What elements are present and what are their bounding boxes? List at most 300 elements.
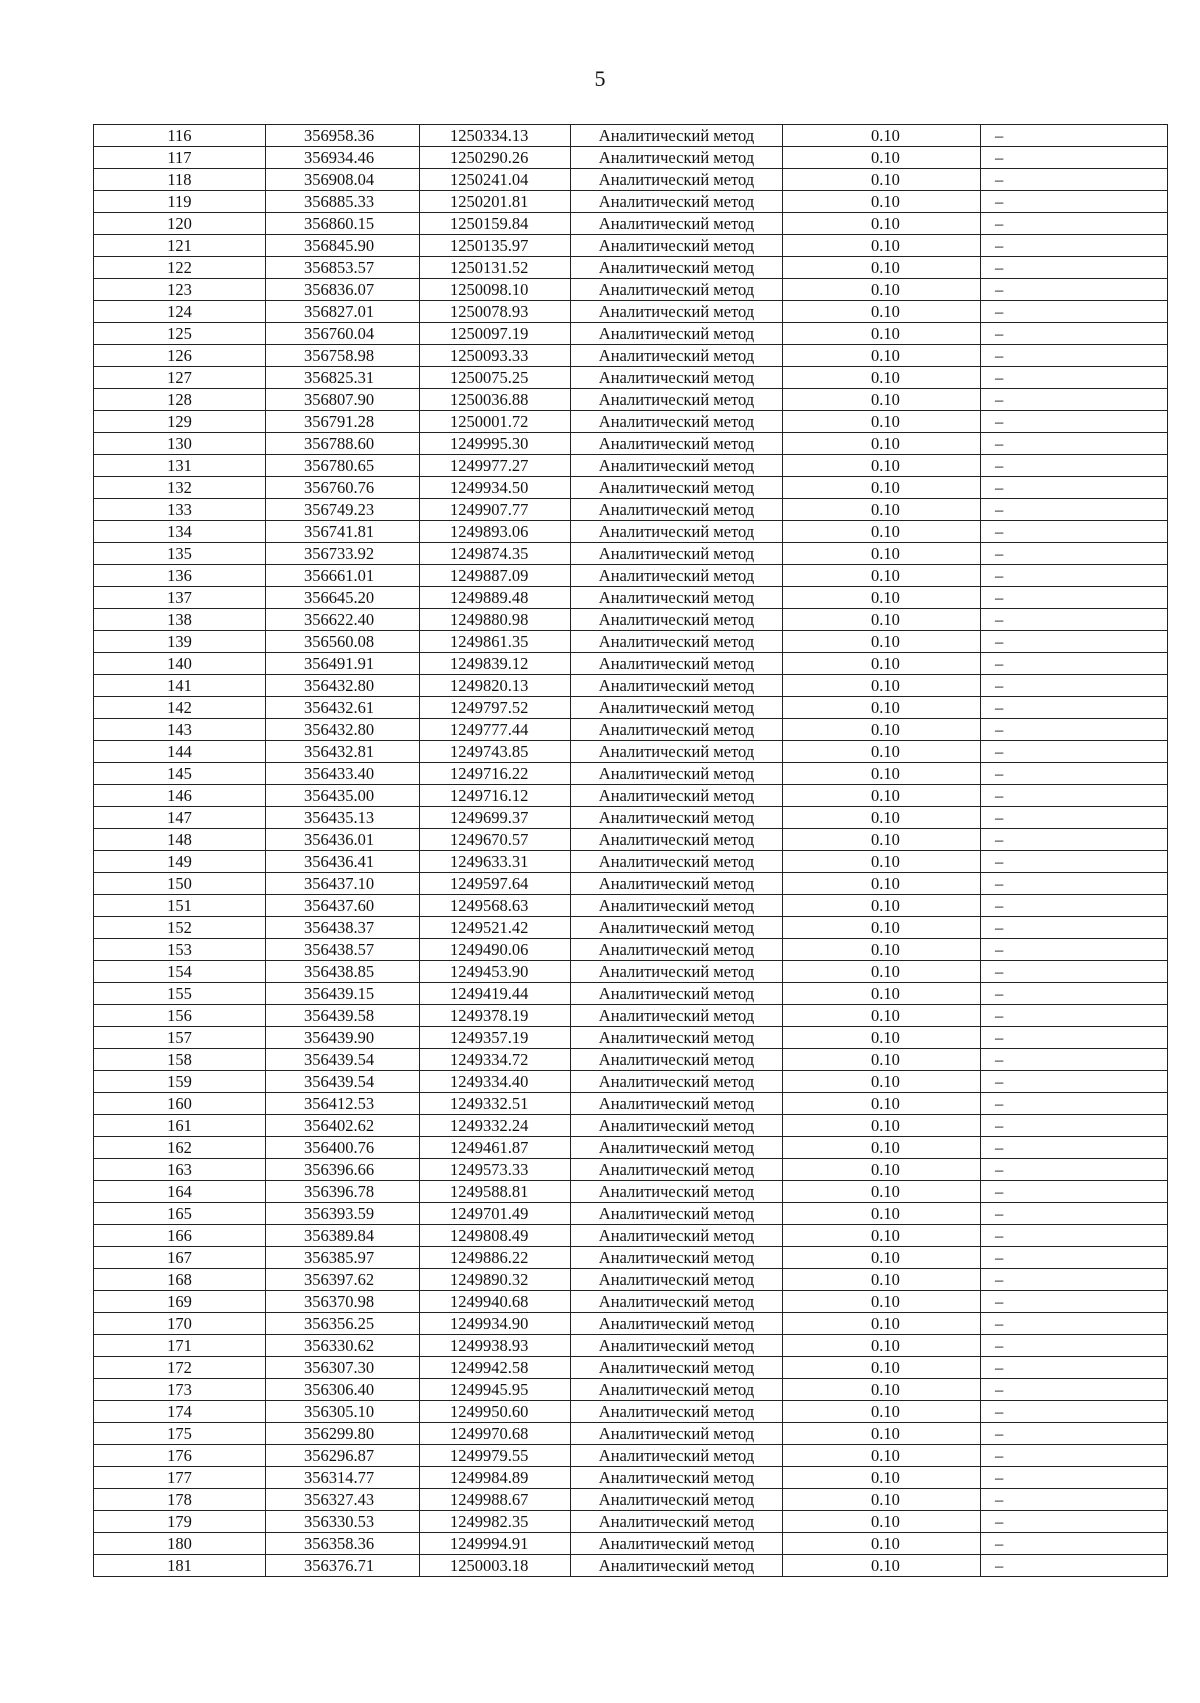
x-coordinate-cell: 356356.25	[266, 1313, 420, 1335]
description-cell: –	[981, 1533, 1168, 1555]
x-coordinate-cell: 356758.98	[266, 345, 420, 367]
accuracy-cell: 0.10	[783, 653, 981, 675]
x-coordinate-cell: 356760.04	[266, 323, 420, 345]
method-cell: Аналитический метод	[571, 257, 783, 279]
point-number-cell: 181	[94, 1555, 266, 1577]
table-row	[94, 125, 1168, 147]
point-number-cell: 171	[94, 1335, 266, 1357]
x-coordinate-cell: 356397.62	[266, 1269, 420, 1291]
table-row	[94, 147, 1168, 169]
x-coordinate-cell: 356853.57	[266, 257, 420, 279]
table-row	[94, 1005, 1168, 1027]
coordinates-table-body	[94, 125, 1168, 1577]
method-cell: Аналитический метод	[571, 1071, 783, 1093]
x-coordinate-cell: 356560.08	[266, 631, 420, 653]
x-coordinate-cell: 356436.41	[266, 851, 420, 873]
table-row	[94, 521, 1168, 543]
description-cell: –	[981, 1467, 1168, 1489]
point-number-cell: 146	[94, 785, 266, 807]
accuracy-cell: 0.10	[783, 1093, 981, 1115]
accuracy-cell: 0.10	[783, 829, 981, 851]
method-cell: Аналитический метод	[571, 367, 783, 389]
point-number-cell: 180	[94, 1533, 266, 1555]
table-row	[94, 543, 1168, 565]
x-coordinate-cell: 356358.36	[266, 1533, 420, 1555]
point-number-cell: 137	[94, 587, 266, 609]
accuracy-cell: 0.10	[783, 917, 981, 939]
table-row	[94, 1335, 1168, 1357]
point-number-cell: 148	[94, 829, 266, 851]
accuracy-cell: 0.10	[783, 1555, 981, 1577]
method-cell: Аналитический метод	[571, 961, 783, 983]
point-number-cell: 132	[94, 477, 266, 499]
accuracy-cell: 0.10	[783, 1401, 981, 1423]
description-cell: –	[981, 543, 1168, 565]
method-cell: Аналитический метод	[571, 323, 783, 345]
accuracy-cell: 0.10	[783, 961, 981, 983]
y-coordinate-cell: 1249419.44	[420, 983, 571, 1005]
accuracy-cell: 0.10	[783, 609, 981, 631]
y-coordinate-cell: 1250001.72	[420, 411, 571, 433]
accuracy-cell: 0.10	[783, 697, 981, 719]
method-cell: Аналитический метод	[571, 983, 783, 1005]
x-coordinate-cell: 356788.60	[266, 433, 420, 455]
table-row	[94, 1401, 1168, 1423]
y-coordinate-cell: 1249453.90	[420, 961, 571, 983]
point-number-cell: 136	[94, 565, 266, 587]
y-coordinate-cell: 1250290.26	[420, 147, 571, 169]
y-coordinate-cell: 1249970.68	[420, 1423, 571, 1445]
accuracy-cell: 0.10	[783, 169, 981, 191]
table-row	[94, 389, 1168, 411]
description-cell: –	[981, 1181, 1168, 1203]
table-row	[94, 499, 1168, 521]
method-cell: Аналитический метод	[571, 279, 783, 301]
description-cell: –	[981, 323, 1168, 345]
description-cell: –	[981, 873, 1168, 895]
accuracy-cell: 0.10	[783, 939, 981, 961]
point-number-cell: 138	[94, 609, 266, 631]
method-cell: Аналитический метод	[571, 235, 783, 257]
x-coordinate-cell: 356436.01	[266, 829, 420, 851]
x-coordinate-cell: 356741.81	[266, 521, 420, 543]
method-cell: Аналитический метод	[571, 543, 783, 565]
x-coordinate-cell: 356432.61	[266, 697, 420, 719]
table-row	[94, 587, 1168, 609]
method-cell: Аналитический метод	[571, 455, 783, 477]
accuracy-cell: 0.10	[783, 235, 981, 257]
method-cell: Аналитический метод	[571, 1533, 783, 1555]
y-coordinate-cell: 1249880.98	[420, 609, 571, 631]
description-cell: –	[981, 1379, 1168, 1401]
table-row	[94, 257, 1168, 279]
x-coordinate-cell: 356661.01	[266, 565, 420, 587]
accuracy-cell: 0.10	[783, 1533, 981, 1555]
table-row	[94, 675, 1168, 697]
table-row	[94, 235, 1168, 257]
point-number-cell: 140	[94, 653, 266, 675]
y-coordinate-cell: 1249743.85	[420, 741, 571, 763]
y-coordinate-cell: 1250097.19	[420, 323, 571, 345]
y-coordinate-cell: 1249887.09	[420, 565, 571, 587]
x-coordinate-cell: 356836.07	[266, 279, 420, 301]
y-coordinate-cell: 1249588.81	[420, 1181, 571, 1203]
point-number-cell: 174	[94, 1401, 266, 1423]
description-cell: –	[981, 389, 1168, 411]
y-coordinate-cell: 1249820.13	[420, 675, 571, 697]
point-number-cell: 172	[94, 1357, 266, 1379]
x-coordinate-cell: 356385.97	[266, 1247, 420, 1269]
description-cell: –	[981, 1423, 1168, 1445]
y-coordinate-cell: 1249573.33	[420, 1159, 571, 1181]
accuracy-cell: 0.10	[783, 301, 981, 323]
table-row	[94, 609, 1168, 631]
y-coordinate-cell: 1249808.49	[420, 1225, 571, 1247]
accuracy-cell: 0.10	[783, 719, 981, 741]
method-cell: Аналитический метод	[571, 1357, 783, 1379]
method-cell: Аналитический метод	[571, 741, 783, 763]
table-row	[94, 895, 1168, 917]
y-coordinate-cell: 1249332.51	[420, 1093, 571, 1115]
description-cell: –	[981, 235, 1168, 257]
accuracy-cell: 0.10	[783, 851, 981, 873]
y-coordinate-cell: 1249945.95	[420, 1379, 571, 1401]
y-coordinate-cell: 1250131.52	[420, 257, 571, 279]
x-coordinate-cell: 356432.80	[266, 675, 420, 697]
accuracy-cell: 0.10	[783, 147, 981, 169]
point-number-cell: 116	[94, 125, 266, 147]
accuracy-cell: 0.10	[783, 1225, 981, 1247]
description-cell: –	[981, 279, 1168, 301]
point-number-cell: 143	[94, 719, 266, 741]
point-number-cell: 135	[94, 543, 266, 565]
table-row	[94, 1291, 1168, 1313]
method-cell: Аналитический метод	[571, 1225, 783, 1247]
method-cell: Аналитический метод	[571, 1115, 783, 1137]
accuracy-cell: 0.10	[783, 1027, 981, 1049]
accuracy-cell: 0.10	[783, 807, 981, 829]
x-coordinate-cell: 356958.36	[266, 125, 420, 147]
y-coordinate-cell: 1249938.93	[420, 1335, 571, 1357]
y-coordinate-cell: 1249378.19	[420, 1005, 571, 1027]
x-coordinate-cell: 356432.80	[266, 719, 420, 741]
table-row	[94, 1445, 1168, 1467]
accuracy-cell: 0.10	[783, 1313, 981, 1335]
y-coordinate-cell: 1249889.48	[420, 587, 571, 609]
description-cell: –	[981, 125, 1168, 147]
point-number-cell: 169	[94, 1291, 266, 1313]
accuracy-cell: 0.10	[783, 785, 981, 807]
description-cell: –	[981, 477, 1168, 499]
accuracy-cell: 0.10	[783, 1291, 981, 1313]
accuracy-cell: 0.10	[783, 521, 981, 543]
point-number-cell: 168	[94, 1269, 266, 1291]
method-cell: Аналитический метод	[571, 895, 783, 917]
accuracy-cell: 0.10	[783, 191, 981, 213]
x-coordinate-cell: 356439.54	[266, 1071, 420, 1093]
y-coordinate-cell: 1250098.10	[420, 279, 571, 301]
point-number-cell: 157	[94, 1027, 266, 1049]
accuracy-cell: 0.10	[783, 1379, 981, 1401]
y-coordinate-cell: 1249334.72	[420, 1049, 571, 1071]
point-number-cell: 163	[94, 1159, 266, 1181]
accuracy-cell: 0.10	[783, 125, 981, 147]
x-coordinate-cell: 356307.30	[266, 1357, 420, 1379]
method-cell: Аналитический метод	[571, 1467, 783, 1489]
x-coordinate-cell: 356934.46	[266, 147, 420, 169]
accuracy-cell: 0.10	[783, 1137, 981, 1159]
point-number-cell: 130	[94, 433, 266, 455]
description-cell: –	[981, 631, 1168, 653]
x-coordinate-cell: 356439.58	[266, 1005, 420, 1027]
x-coordinate-cell: 356432.81	[266, 741, 420, 763]
table-row	[94, 1027, 1168, 1049]
table-row	[94, 213, 1168, 235]
method-cell: Аналитический метод	[571, 1511, 783, 1533]
accuracy-cell: 0.10	[783, 1357, 981, 1379]
method-cell: Аналитический метод	[571, 1159, 783, 1181]
accuracy-cell: 0.10	[783, 565, 981, 587]
method-cell: Аналитический метод	[571, 1291, 783, 1313]
accuracy-cell: 0.10	[783, 389, 981, 411]
table-row	[94, 367, 1168, 389]
table-row	[94, 741, 1168, 763]
description-cell: –	[981, 1225, 1168, 1247]
accuracy-cell: 0.10	[783, 279, 981, 301]
accuracy-cell: 0.10	[783, 1159, 981, 1181]
method-cell: Аналитический метод	[571, 213, 783, 235]
description-cell: –	[981, 1401, 1168, 1423]
table-row	[94, 807, 1168, 829]
table-row	[94, 851, 1168, 873]
method-cell: Аналитический метод	[571, 785, 783, 807]
table-row	[94, 961, 1168, 983]
x-coordinate-cell: 356439.54	[266, 1049, 420, 1071]
description-cell: –	[981, 411, 1168, 433]
description-cell: –	[981, 1137, 1168, 1159]
method-cell: Аналитический метод	[571, 917, 783, 939]
description-cell: –	[981, 719, 1168, 741]
table-row	[94, 1357, 1168, 1379]
x-coordinate-cell: 356305.10	[266, 1401, 420, 1423]
description-cell: –	[981, 1291, 1168, 1313]
method-cell: Аналитический метод	[571, 873, 783, 895]
description-cell: –	[981, 1313, 1168, 1335]
description-cell: –	[981, 675, 1168, 697]
method-cell: Аналитический метод	[571, 1027, 783, 1049]
table-row	[94, 829, 1168, 851]
description-cell: –	[981, 741, 1168, 763]
accuracy-cell: 0.10	[783, 455, 981, 477]
y-coordinate-cell: 1249995.30	[420, 433, 571, 455]
x-coordinate-cell: 356749.23	[266, 499, 420, 521]
y-coordinate-cell: 1249716.12	[420, 785, 571, 807]
table-row	[94, 323, 1168, 345]
method-cell: Аналитический метод	[571, 411, 783, 433]
point-number-cell: 121	[94, 235, 266, 257]
y-coordinate-cell: 1250159.84	[420, 213, 571, 235]
x-coordinate-cell: 356437.10	[266, 873, 420, 895]
accuracy-cell: 0.10	[783, 477, 981, 499]
y-coordinate-cell: 1249521.42	[420, 917, 571, 939]
x-coordinate-cell: 356433.40	[266, 763, 420, 785]
accuracy-cell: 0.10	[783, 323, 981, 345]
table-row	[94, 1225, 1168, 1247]
x-coordinate-cell: 356376.71	[266, 1555, 420, 1577]
description-cell: –	[981, 763, 1168, 785]
method-cell: Аналитический метод	[571, 1049, 783, 1071]
x-coordinate-cell: 356327.43	[266, 1489, 420, 1511]
y-coordinate-cell: 1249907.77	[420, 499, 571, 521]
point-number-cell: 125	[94, 323, 266, 345]
description-cell: –	[981, 1269, 1168, 1291]
x-coordinate-cell: 356402.62	[266, 1115, 420, 1137]
method-cell: Аналитический метод	[571, 1489, 783, 1511]
method-cell: Аналитический метод	[571, 1093, 783, 1115]
table-row	[94, 301, 1168, 323]
point-number-cell: 175	[94, 1423, 266, 1445]
description-cell: –	[981, 1159, 1168, 1181]
accuracy-cell: 0.10	[783, 499, 981, 521]
point-number-cell: 159	[94, 1071, 266, 1093]
y-coordinate-cell: 1249357.19	[420, 1027, 571, 1049]
y-coordinate-cell: 1250078.93	[420, 301, 571, 323]
accuracy-cell: 0.10	[783, 1181, 981, 1203]
method-cell: Аналитический метод	[571, 565, 783, 587]
table-row	[94, 1555, 1168, 1577]
description-cell: –	[981, 1511, 1168, 1533]
table-row	[94, 477, 1168, 499]
point-number-cell: 144	[94, 741, 266, 763]
y-coordinate-cell: 1250201.81	[420, 191, 571, 213]
method-cell: Аналитический метод	[571, 433, 783, 455]
method-cell: Аналитический метод	[571, 477, 783, 499]
point-number-cell: 155	[94, 983, 266, 1005]
y-coordinate-cell: 1250075.25	[420, 367, 571, 389]
point-number-cell: 170	[94, 1313, 266, 1335]
table-row	[94, 653, 1168, 675]
x-coordinate-cell: 356330.53	[266, 1511, 420, 1533]
description-cell: –	[981, 433, 1168, 455]
y-coordinate-cell: 1249716.22	[420, 763, 571, 785]
description-cell: –	[981, 1203, 1168, 1225]
description-cell: –	[981, 213, 1168, 235]
y-coordinate-cell: 1249461.87	[420, 1137, 571, 1159]
point-number-cell: 179	[94, 1511, 266, 1533]
point-number-cell: 173	[94, 1379, 266, 1401]
y-coordinate-cell: 1249839.12	[420, 653, 571, 675]
accuracy-cell: 0.10	[783, 741, 981, 763]
point-number-cell: 178	[94, 1489, 266, 1511]
point-number-cell: 153	[94, 939, 266, 961]
description-cell: –	[981, 499, 1168, 521]
description-cell: –	[981, 961, 1168, 983]
table-row	[94, 873, 1168, 895]
point-number-cell: 119	[94, 191, 266, 213]
accuracy-cell: 0.10	[783, 763, 981, 785]
method-cell: Аналитический метод	[571, 719, 783, 741]
description-cell: –	[981, 939, 1168, 961]
y-coordinate-cell: 1249950.60	[420, 1401, 571, 1423]
x-coordinate-cell: 356491.91	[266, 653, 420, 675]
point-number-cell: 165	[94, 1203, 266, 1225]
table-row	[94, 345, 1168, 367]
method-cell: Аналитический метод	[571, 1423, 783, 1445]
point-number-cell: 134	[94, 521, 266, 543]
y-coordinate-cell: 1249893.06	[420, 521, 571, 543]
accuracy-cell: 0.10	[783, 1423, 981, 1445]
y-coordinate-cell: 1249988.67	[420, 1489, 571, 1511]
x-coordinate-cell: 356791.28	[266, 411, 420, 433]
description-cell: –	[981, 1093, 1168, 1115]
point-number-cell: 126	[94, 345, 266, 367]
table-row	[94, 1423, 1168, 1445]
y-coordinate-cell: 1249979.55	[420, 1445, 571, 1467]
method-cell: Аналитический метод	[571, 1005, 783, 1027]
x-coordinate-cell: 356645.20	[266, 587, 420, 609]
method-cell: Аналитический метод	[571, 631, 783, 653]
y-coordinate-cell: 1249670.57	[420, 829, 571, 851]
description-cell: –	[981, 1555, 1168, 1577]
table-row	[94, 1489, 1168, 1511]
table-row	[94, 191, 1168, 213]
method-cell: Аналитический метод	[571, 499, 783, 521]
y-coordinate-cell: 1249890.32	[420, 1269, 571, 1291]
description-cell: –	[981, 1247, 1168, 1269]
point-number-cell: 141	[94, 675, 266, 697]
accuracy-cell: 0.10	[783, 1489, 981, 1511]
description-cell: –	[981, 917, 1168, 939]
point-number-cell: 127	[94, 367, 266, 389]
method-cell: Аналитический метод	[571, 1313, 783, 1335]
x-coordinate-cell: 356438.37	[266, 917, 420, 939]
point-number-cell: 177	[94, 1467, 266, 1489]
table-row	[94, 1379, 1168, 1401]
point-number-cell: 147	[94, 807, 266, 829]
method-cell: Аналитический метод	[571, 1445, 783, 1467]
y-coordinate-cell: 1249777.44	[420, 719, 571, 741]
description-cell: –	[981, 301, 1168, 323]
y-coordinate-cell: 1250135.97	[420, 235, 571, 257]
x-coordinate-cell: 356412.53	[266, 1093, 420, 1115]
point-number-cell: 149	[94, 851, 266, 873]
method-cell: Аналитический метод	[571, 609, 783, 631]
table-row	[94, 1511, 1168, 1533]
y-coordinate-cell: 1249797.52	[420, 697, 571, 719]
accuracy-cell: 0.10	[783, 1049, 981, 1071]
y-coordinate-cell: 1249942.58	[420, 1357, 571, 1379]
table-row	[94, 1533, 1168, 1555]
description-cell: –	[981, 653, 1168, 675]
x-coordinate-cell: 356437.60	[266, 895, 420, 917]
description-cell: –	[981, 147, 1168, 169]
table-row	[94, 1159, 1168, 1181]
method-cell: Аналитический метод	[571, 1203, 783, 1225]
accuracy-cell: 0.10	[783, 631, 981, 653]
description-cell: –	[981, 851, 1168, 873]
method-cell: Аналитический метод	[571, 1181, 783, 1203]
y-coordinate-cell: 1249886.22	[420, 1247, 571, 1269]
accuracy-cell: 0.10	[783, 1445, 981, 1467]
description-cell: –	[981, 587, 1168, 609]
table-row	[94, 939, 1168, 961]
method-cell: Аналитический метод	[571, 675, 783, 697]
point-number-cell: 142	[94, 697, 266, 719]
x-coordinate-cell: 356299.80	[266, 1423, 420, 1445]
description-cell: –	[981, 1071, 1168, 1093]
y-coordinate-cell: 1249334.40	[420, 1071, 571, 1093]
method-cell: Аналитический метод	[571, 763, 783, 785]
